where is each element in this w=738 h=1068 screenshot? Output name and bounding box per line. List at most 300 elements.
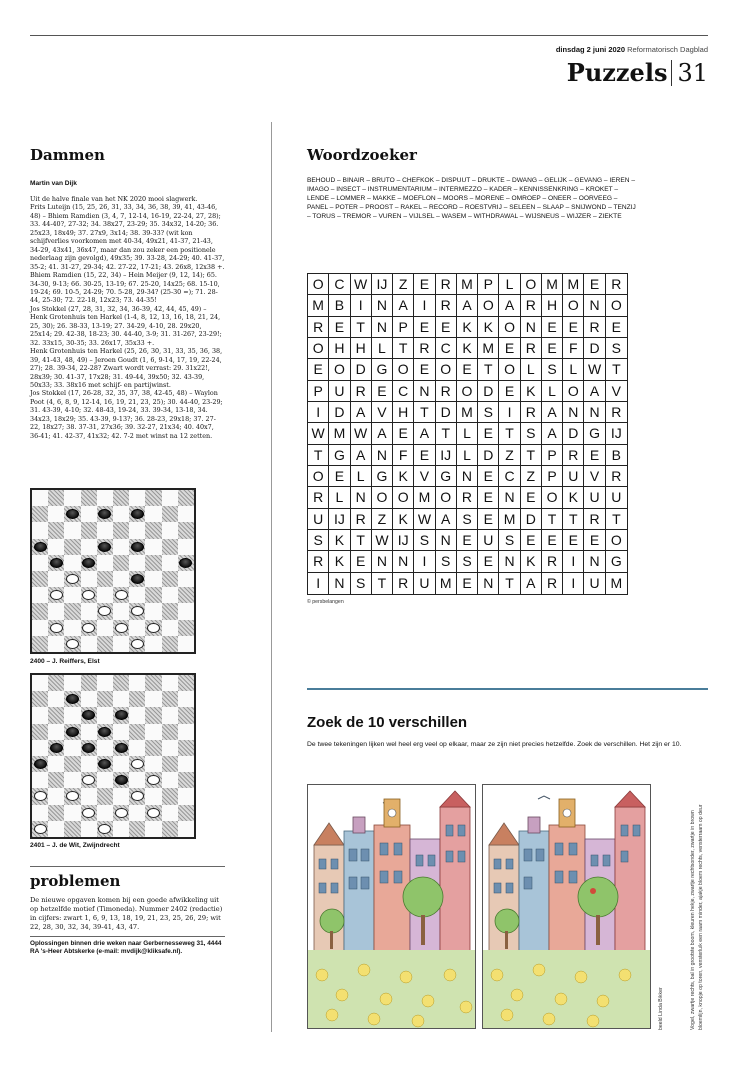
grid-cell: O (606, 530, 627, 551)
board-square (162, 707, 178, 723)
grid-cell: T (414, 402, 435, 423)
grid-cell: A (584, 381, 605, 402)
grid-cell: O (372, 487, 393, 508)
white-piece (66, 639, 79, 649)
paper-name: Reformatorisch Dagblad (627, 45, 708, 54)
grid-cell: K (457, 317, 478, 338)
board-square (97, 772, 113, 788)
board-square (64, 788, 80, 804)
grid-cell: N (372, 295, 393, 316)
grid-cell: H (351, 338, 372, 359)
board-square (113, 620, 129, 636)
grid-cell: Z (499, 445, 520, 466)
grid-cell: E (414, 445, 435, 466)
grid-cell: S (308, 530, 329, 551)
board-square (97, 603, 113, 619)
grid-cell: U (414, 573, 435, 594)
board-square (178, 636, 194, 652)
grid-cell: P (308, 381, 329, 402)
board-square (129, 740, 145, 756)
board-square (162, 522, 178, 538)
board-square (81, 724, 97, 740)
board-square (48, 490, 64, 506)
board-square (81, 571, 97, 587)
grid-cell: IJ (393, 530, 414, 551)
grid-cell: U (308, 509, 329, 530)
grid-cell: N (351, 487, 372, 508)
grid-cell: R (584, 509, 605, 530)
board-square (81, 603, 97, 619)
illustrator-credit: beeld Linda Bikker (658, 987, 664, 1030)
grid-cell: P (478, 274, 499, 295)
board-square (113, 539, 129, 555)
board-square (81, 587, 97, 603)
board-square (113, 490, 129, 506)
column-divider (271, 122, 272, 1032)
grid-cell: R (606, 402, 627, 423)
black-piece (98, 509, 111, 519)
board-square (32, 821, 48, 837)
grid-cell: E (351, 551, 372, 572)
grid-cell: M (436, 573, 457, 594)
grid-cell: O (521, 274, 542, 295)
board-square (32, 620, 48, 636)
board-square (48, 636, 64, 652)
board-square (81, 490, 97, 506)
board-square (113, 821, 129, 837)
black-piece (115, 743, 128, 753)
board-square (145, 522, 161, 538)
board-square (178, 707, 194, 723)
board-square (162, 724, 178, 740)
zoek-intro: De twee tekeningen lijken wel heel erg veel op elkaar, maar ze zijn niet precies hetzelfde. Zoek de verschillen. Het zijn er 10. (307, 741, 682, 748)
board-square (162, 636, 178, 652)
grid-cell: W (308, 423, 329, 444)
grid-cell: G (606, 551, 627, 572)
black-piece (98, 759, 111, 769)
grid-cell: V (372, 402, 393, 423)
problemen-section (30, 872, 225, 956)
board-square (145, 756, 161, 772)
grid-cell: U (478, 530, 499, 551)
board-square (64, 740, 80, 756)
grid-cell: T (521, 445, 542, 466)
board-square (178, 740, 194, 756)
grid-cell: A (351, 402, 372, 423)
board-square (48, 821, 64, 837)
grid-cell: M (563, 274, 584, 295)
grid-cell: N (499, 487, 520, 508)
grid-cell: R (436, 274, 457, 295)
grid-cell: L (563, 359, 584, 380)
board-square (129, 821, 145, 837)
grid-cell: D (521, 509, 542, 530)
black-piece (34, 759, 47, 769)
grid-cell: K (563, 487, 584, 508)
board-square (162, 490, 178, 506)
grid-cell: O (563, 381, 584, 402)
board-square (178, 587, 194, 603)
grid-cell: L (329, 487, 350, 508)
grid-cell: Z (521, 466, 542, 487)
board-square (129, 603, 145, 619)
black-piece (50, 558, 63, 568)
board-square (48, 603, 64, 619)
black-piece (98, 542, 111, 552)
white-piece (82, 808, 95, 818)
board-square (64, 707, 80, 723)
board-square (97, 805, 113, 821)
section-masthead (567, 58, 708, 87)
grid-cell: N (372, 317, 393, 338)
grid-cell: E (521, 487, 542, 508)
grid-cell: O (436, 359, 457, 380)
grid-cell: L (457, 423, 478, 444)
board-square (64, 539, 80, 555)
board-square (129, 675, 145, 691)
grid-cell: M (542, 274, 563, 295)
board-square (145, 707, 161, 723)
grid-cell: R (521, 295, 542, 316)
board-square (81, 691, 97, 707)
white-piece (131, 759, 144, 769)
board-square (129, 756, 145, 772)
illustration-left (307, 784, 476, 1029)
grid-cell: O (393, 359, 414, 380)
board-square (64, 675, 80, 691)
grid-cell: R (521, 338, 542, 359)
grid-cell: E (414, 274, 435, 295)
white-piece (115, 590, 128, 600)
board-square (32, 724, 48, 740)
grid-cell: K (457, 338, 478, 359)
board-square (97, 587, 113, 603)
board-square (81, 539, 97, 555)
grid-cell: E (606, 317, 627, 338)
grid-cell: T (606, 509, 627, 530)
grid-cell: M (610, 575, 623, 592)
grid-cell: R (308, 487, 329, 508)
board-square (32, 675, 48, 691)
board-square (81, 821, 97, 837)
board-square (48, 539, 64, 555)
white-piece (82, 590, 95, 600)
grid-cell: I (414, 551, 435, 572)
grid-cell: R (521, 402, 542, 423)
date: dinsdag 2 juni 2020 (555, 45, 626, 54)
board-square (178, 805, 194, 821)
grid-cell: M (308, 295, 329, 316)
board-square (64, 571, 80, 587)
black-piece (131, 574, 144, 584)
grid-cell: G (584, 423, 605, 444)
dammen-title: Dammen (30, 146, 105, 164)
board-square (32, 805, 48, 821)
grid-cell: M (478, 338, 499, 359)
grid-cell: E (414, 317, 435, 338)
grid-cell: B (329, 295, 350, 316)
board-square (97, 636, 113, 652)
top-rule (30, 35, 708, 36)
grid-cell: N (584, 402, 605, 423)
board-square (81, 636, 97, 652)
board-square (162, 691, 178, 707)
board-square (32, 691, 48, 707)
grid-cell: A (499, 295, 520, 316)
board-square (97, 740, 113, 756)
board-square (97, 788, 113, 804)
grid-cell: T (351, 530, 372, 551)
board-square (129, 805, 145, 821)
grid-cell: T (563, 509, 584, 530)
board-square (64, 555, 80, 571)
board-square (145, 539, 161, 555)
board-caption-2400: 2400 – J. Reiffers, Elst (30, 658, 100, 665)
grid-cell: A (542, 402, 563, 423)
grid-cell: C (436, 338, 457, 359)
board-square (162, 756, 178, 772)
white-piece (147, 808, 160, 818)
problemen-title: problemen (30, 872, 121, 890)
grid-cell: H (542, 295, 563, 316)
grid-cell: R (542, 573, 563, 594)
board-square (178, 539, 194, 555)
board-square (129, 555, 145, 571)
grid-cell: A (436, 509, 457, 530)
board-square (97, 724, 113, 740)
board-square (32, 571, 48, 587)
board-square (113, 756, 129, 772)
grid-cell: K (521, 381, 542, 402)
black-piece (66, 509, 79, 519)
black-piece (34, 542, 47, 552)
zoek-section (307, 714, 707, 750)
board-square (48, 571, 64, 587)
board-square (178, 772, 194, 788)
board-square (81, 772, 97, 788)
board-square (145, 490, 161, 506)
grid-cell: O (457, 381, 478, 402)
grid-cell: E (457, 573, 478, 594)
grid-cell: L (457, 445, 478, 466)
board-square (178, 821, 194, 837)
grid-cell: O (606, 295, 627, 316)
board-square (97, 522, 113, 538)
grid-cell: N (478, 573, 499, 594)
white-piece (50, 590, 63, 600)
board-square (162, 506, 178, 522)
grid-cell: O (542, 487, 563, 508)
grid-cell: G (436, 466, 457, 487)
solution-line-1: Vogel, zwartje rechts, bal in grootste boom, kleuren hekje, zwartje rechtsonder, zwartje in brown (690, 810, 696, 1030)
grid-cell: S (457, 551, 478, 572)
grid-cell: C (329, 274, 350, 295)
grid-cell: IJ (372, 274, 393, 295)
board-square (81, 620, 97, 636)
grid-cell: R (457, 487, 478, 508)
grid-cell: N (521, 317, 542, 338)
grid-cell: S (478, 402, 499, 423)
board-square (162, 603, 178, 619)
page-number: 31 (677, 59, 708, 87)
grid-cell: W (372, 530, 393, 551)
grid-cell: E (478, 423, 499, 444)
board-square (178, 603, 194, 619)
white-piece (147, 623, 160, 633)
grid-cell: D (563, 423, 584, 444)
board-square (64, 724, 80, 740)
board-square (48, 691, 64, 707)
black-piece (66, 727, 79, 737)
board-square (178, 620, 194, 636)
grid-cell: T (606, 359, 627, 380)
board-square (97, 675, 113, 691)
board-square (64, 691, 80, 707)
grid-cell: L (521, 359, 542, 380)
board-square (113, 691, 129, 707)
grid-cell: M (457, 402, 478, 423)
grid-cell: D (351, 359, 372, 380)
white-piece (147, 775, 160, 785)
board-square (97, 821, 113, 837)
grid-cell: R (308, 317, 329, 338)
grid-cell: R (606, 466, 627, 487)
grid-cell: T (372, 573, 393, 594)
board-square (162, 539, 178, 555)
woordzoeker-credit: © persbelangen (307, 599, 344, 605)
board-square (48, 772, 64, 788)
grid-cell: A (542, 423, 563, 444)
grid-cell: O (308, 338, 329, 359)
grid-cell: E (457, 530, 478, 551)
board-square (64, 603, 80, 619)
grid-cell: I (563, 573, 584, 594)
grid-cell: E (499, 338, 520, 359)
grid-cell: E (521, 530, 542, 551)
grid-cell: C (499, 466, 520, 487)
board-square (145, 772, 161, 788)
grid-cell: R (351, 381, 372, 402)
board-square (48, 506, 64, 522)
grid-cell: K (521, 551, 542, 572)
grid-cell: T (308, 445, 329, 466)
board-square (178, 522, 194, 538)
board-square (113, 740, 129, 756)
grid-cell: D (478, 445, 499, 466)
grid-cell: E (542, 317, 563, 338)
grid-cell: C (393, 381, 414, 402)
grid-cell: S (457, 509, 478, 530)
grid-cell: S (351, 573, 372, 594)
board-square (162, 620, 178, 636)
grid-cell: D (584, 338, 605, 359)
board-square (162, 772, 178, 788)
grid-cell: G (372, 466, 393, 487)
grid-cell: E (542, 338, 563, 359)
grid-cell: R (308, 551, 329, 572)
board-square (113, 772, 129, 788)
board-square (129, 587, 145, 603)
board-square (145, 788, 161, 804)
grid-cell: IJ (436, 445, 457, 466)
grid-cell: O (499, 359, 520, 380)
grid-cell: K (393, 509, 414, 530)
board-square (64, 522, 80, 538)
board-square (113, 707, 129, 723)
board-square (64, 506, 80, 522)
grid-cell: N (499, 551, 520, 572)
white-piece (131, 606, 144, 616)
board-square (64, 756, 80, 772)
board-square (64, 821, 80, 837)
black-piece (50, 743, 63, 753)
board-square (145, 805, 161, 821)
board-square (113, 805, 129, 821)
board-square (97, 490, 113, 506)
grid-cell: N (436, 530, 457, 551)
grid-cell: N (563, 402, 584, 423)
board-square (48, 724, 64, 740)
grid-cell: U (563, 466, 584, 487)
grid-cell: T (436, 423, 457, 444)
board-square (48, 675, 64, 691)
board-square (48, 740, 64, 756)
board-square (81, 707, 97, 723)
board-square (162, 587, 178, 603)
board-square (32, 636, 48, 652)
grid-cell: W (414, 509, 435, 530)
board-square (145, 675, 161, 691)
houses-drawing-right (483, 785, 650, 1028)
white-piece (131, 791, 144, 801)
board-square (48, 707, 64, 723)
board-square (97, 707, 113, 723)
board-square (145, 691, 161, 707)
board-square (162, 675, 178, 691)
board-square (48, 620, 64, 636)
grid-cell: I (563, 551, 584, 572)
board-square (81, 756, 97, 772)
board-square (97, 571, 113, 587)
illustration-right (482, 784, 651, 1029)
black-piece (115, 775, 128, 785)
board-square (32, 587, 48, 603)
grid-cell: I (414, 295, 435, 316)
woordzoeker-grid (307, 273, 628, 595)
grid-cell: O (329, 359, 350, 380)
board-square (129, 506, 145, 522)
white-piece (66, 791, 79, 801)
grid-cell: S (499, 530, 520, 551)
board-square (97, 506, 113, 522)
houses-drawing-left (308, 785, 475, 1028)
grid-cell: V (584, 466, 605, 487)
grid-cell: R (414, 338, 435, 359)
board-square (32, 522, 48, 538)
board-square (32, 772, 48, 788)
board-square (178, 571, 194, 587)
board-square (97, 539, 113, 555)
grid-cell: R (393, 573, 414, 594)
board-square (113, 571, 129, 587)
board-square (162, 805, 178, 821)
board-square (48, 555, 64, 571)
board-square (113, 506, 129, 522)
woordzoeker-wordlist: BEHOUD – BINAIR – BRUTO – CHEFKOK – DISPUUT – DRUKTE – DWANG – GELIJK – GEVANG – IEREN – IMAGO – INSECT – INSTRUMENTARIUM – INTERMEZZO – KADER – KENNISSENKRING – KROKET – LENDE – LOMMER – MAKKE – MOEFLON – MOORS – MORENE – OMROEP – ONEER – OORVEEG – PANEL – POTER – PROOST – RAKEL – RECORD – ROESTVRIJ – SELEEN – SLAAP – SNIJWOND – TENZIJ – TORUS – TREMOR – VUREN – VIJLSEL – WASEM – WITHDRAWAL – WIJSNEUS – WIJZER – ZIEKTE (307, 177, 636, 221)
grid-cell: P (393, 317, 414, 338)
grid-cell: M (457, 274, 478, 295)
grid-cell: E (584, 445, 605, 466)
